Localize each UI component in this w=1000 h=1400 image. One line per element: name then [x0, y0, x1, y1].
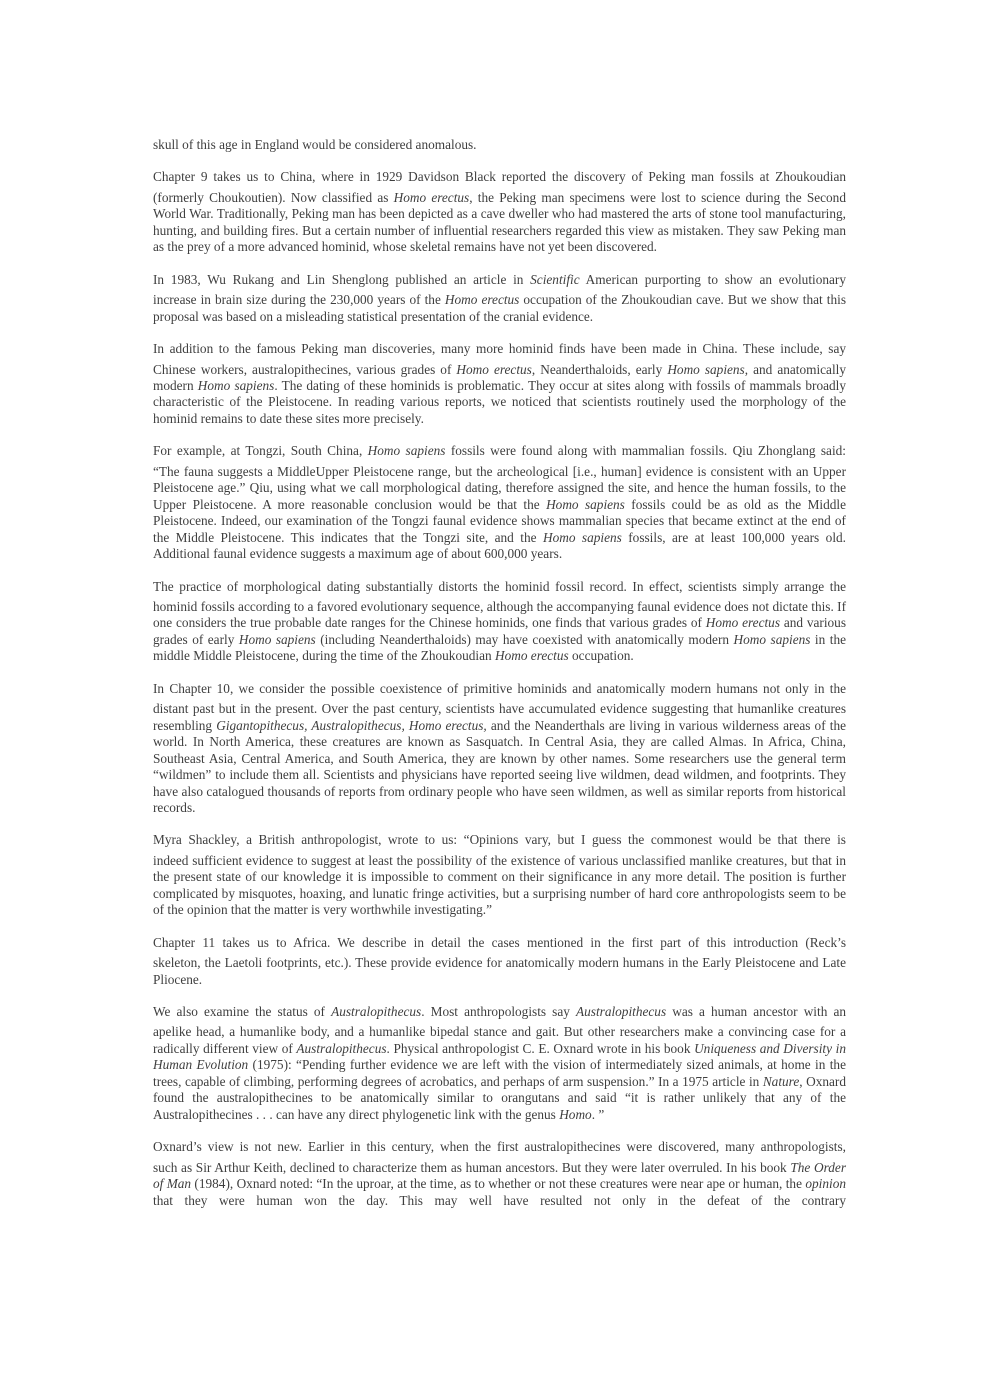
- text-run: indeed sufficient evidence to suggest at least the possibility of the existence of various unclassified manlike creatures, but that in the present state of our knowledge it is impossible to comment on their significance in any more detail. The position is further complicated by misquotes, hoaxing, and lunatic fringe activities, but a surprising number of hard core anthropologists seem to be of the opinion that the matter is very worthwhile investigating.”: [153, 852, 846, 918]
- text-run: , Neanderthaloids, early: [531, 361, 668, 377]
- text-run: that they were human won the day. This may well have resulted not only in the defeat of the contrary: [153, 1192, 846, 1208]
- paragraph: [153, 1139, 846, 1209]
- italic-text-run: The Order of Man: [153, 1159, 846, 1192]
- text-run: In addition to the famous Peking man discoveries, many more hominid finds have been made in China. These include, say: [153, 341, 846, 357]
- paragraph-text: [153, 362, 846, 428]
- paragraph-lead-line: [153, 579, 846, 595]
- paragraph-lead-line: [153, 681, 846, 697]
- text-run: increase in brain size during the 230,000 years of the: [153, 292, 445, 308]
- italic-text-run: Homo: [559, 1106, 592, 1122]
- text-run: (including Neanderthaloids) may have coexisted with anatomically modern: [315, 631, 734, 647]
- paragraph-text: [153, 701, 846, 816]
- text-run: and the Neanderthals are living in various wilderness areas of the world. In North America, these creatures are known as Sasquatch. In Central Asia, they are called Almas. In Africa, China, Southeast Asia, Central America, and South America, they are known by other names. Some researchers use the general term “wildmen” to include them all. Scientists and physicians have reported seeing live wildmen, dead wildmen, and footprints. They have also catalogued thousands of reports from ordinary people who have seen wildmen, as well as similar reports from historical records.: [153, 717, 846, 815]
- italic-text-run: Homo sapiens: [733, 631, 811, 647]
- italic-text-run: Nature: [762, 1073, 800, 1089]
- text-run: . Most anthropologists say: [421, 1004, 576, 1020]
- paragraph-lead-line: [153, 443, 846, 459]
- text-run: occupation of the Zhoukoudian cave. But we show that this proposal was based on a misleading statistical presentation of the cranial evidence.: [153, 292, 846, 324]
- italic-text-run: Australopithecus: [296, 1040, 387, 1056]
- paragraph: [153, 579, 846, 665]
- text-run: Chinese workers, australopithecines, various grades of: [153, 361, 457, 377]
- paragraph-text: [153, 464, 846, 563]
- paragraph-text: [153, 853, 846, 919]
- paragraph-text: [153, 599, 846, 665]
- text-run: In 1983, Wu Rukang and Lin Shenglong published an article in: [153, 271, 531, 287]
- text-run: Oxnard’s view is not new. Earlier in this century, when the first australopithecines were discovered, many anthropologists,: [153, 1139, 846, 1155]
- text-run: skull of this age in England would be considered anomalous.: [153, 137, 477, 152]
- italic-text-run: Australopithecus: [331, 1004, 422, 1020]
- text-run: distant past but in the present. Over the past century, scientists have accumulated evidence suggesting that humanlike creatures resembling: [153, 701, 846, 733]
- text-run: Chapter 9 takes us to China, where in 1929 Davidson Black reported the discovery of Peking man fossils at Zhoukoudian: [153, 169, 846, 185]
- italic-text-run: Gigantopithecus, Australopithecus, Homo erectus,: [216, 717, 487, 733]
- text-run: For example, at Tongzi, South China,: [153, 443, 368, 459]
- text-run: (1984), Oxnard noted: “In the uproar, at the time, as to whether or not these creatures were near ape or human, the: [191, 1176, 806, 1192]
- paragraph: [153, 1004, 846, 1123]
- italic-text-run: Homo sapiens: [542, 529, 622, 545]
- paragraph-lead-line: [153, 935, 846, 951]
- paragraph-text: [153, 292, 846, 325]
- paragraph: [153, 137, 846, 153]
- text-run: . Physical anthropologist C. E. Oxnard wrote in his book: [386, 1040, 695, 1056]
- text-run: and various grades of early: [153, 615, 846, 647]
- paragraph: [153, 832, 846, 918]
- paragraph: [153, 341, 846, 427]
- italic-text-run: Homo sapiens: [238, 631, 316, 647]
- italic-text-run: Homo sapiens: [546, 496, 625, 512]
- paragraph: [153, 272, 846, 325]
- italic-text-run: opinion: [805, 1176, 846, 1192]
- paragraph: [153, 169, 846, 255]
- text-run: fossils could be as old as the Middle Pleistocene. Indeed, our examination of the Tongzi faunal evidence shows mammalian species that became extinct at the end of the Middle Pleistocene. This indicates that the Tongzi site, and the: [153, 496, 846, 545]
- text-run: The practice of morphological dating substantially distorts the hominid fossil record. In effect, scientists simply arrange the: [153, 578, 846, 594]
- paragraph-lead-line: [153, 341, 846, 357]
- paragraph-text: [153, 137, 846, 153]
- italic-text-run: Australopithecus: [576, 1004, 667, 1020]
- italic-text-run: Homo erectus: [494, 648, 569, 664]
- italic-text-run: Scientific: [530, 271, 580, 287]
- text-run: “The fauna suggests a MiddleUpper Pleistocene range, but the archeological [i.e., human] evidence is consistent with an Upper Pleistocene age.” Qiu, using what we call morphological dating, therefore assigned the site, and hence the human fossils, to the Upper Pleistocene. A more reasonable conclusion would be that the: [153, 463, 846, 512]
- text-run: In Chapter 10, we consider the possible coexistence of primitive hominids and anatomically modern humans not only in the: [153, 680, 846, 696]
- text-run: Myra Shackley, a British anthropologist, wrote to us: “Opinions vary, but I guess the commonest would be that there is: [153, 832, 846, 848]
- paragraph: [153, 443, 846, 562]
- text-run: fossils were found along with mammalian fossils. Qiu Zhonglang said:: [445, 443, 846, 459]
- paragraph-text: [153, 955, 846, 988]
- text-run: skeleton, the Laetoli footprints, etc.). These provide evidence for anatomically modern humans in the Early Pleistocene and Late Pliocene.: [153, 955, 846, 987]
- paragraph-text: [153, 1160, 846, 1209]
- paragraph-lead-line: [153, 169, 846, 185]
- paragraph-lead-line: [153, 1004, 846, 1020]
- italic-text-run: Homo erectus: [444, 292, 520, 308]
- italic-text-run: Homo sapiens: [197, 377, 275, 393]
- paragraph-lead-line: [153, 272, 846, 288]
- italic-text-run: Uniqueness and Diversity in Human Evolution: [153, 1040, 846, 1073]
- text-run: fossils, are at least 100,000 years old. Additional faunal evidence suggests a maximum age of about 600,000 years.: [153, 529, 846, 562]
- paragraph-lead-line: [153, 832, 846, 848]
- text-run: . The dating of these hominids is problematic. They occur at sites along with fossils of mammals broadly characteristic of the Pleistocene. In reading various reports, we noticed that scientists routinely used the morphology of the hominid remains to date these sites more precisely.: [153, 377, 846, 426]
- text-run: American purporting to show an evolutionary: [579, 271, 846, 287]
- text-run: occupation.: [568, 648, 634, 664]
- italic-text-run: Homo sapiens: [667, 361, 745, 377]
- paragraph: [153, 935, 846, 988]
- text-run: Chapter 11 takes us to Africa. We describe in detail the cases mentioned in the first part of this introduction (Reck’s: [153, 934, 846, 950]
- text-run: , and anatomically modern: [153, 361, 846, 393]
- text-run: , Oxnard found the australopithecines to be anatomically similar to orangutans and said “it is rather unlikely that any of the Australopithecines . . . can have any direct phylogenetic link with the genus: [153, 1073, 846, 1122]
- text-run: . ”: [591, 1106, 605, 1122]
- text-run: hominid fossils according to a favored evolutionary sequence, although the accompanying faunal evidence does not dictate this. If one considers the true probable date ranges for the Chinese hominids, one finds that various grades of: [153, 598, 846, 631]
- text-run: such as Sir Arthur Keith, declined to characterize them as human ancestors. But they were later overruled. In his book: [153, 1159, 791, 1175]
- text-run: , the Peking man specimens were lost to science during the Second World War. Traditionally, Peking man has been depicted as a cave dweller who had mastered the arts of stone tool manufacturing, hunting, and building fires. But a certain number of influential researchers regarded this view as mistaken. They saw Peking man as the prey of a more advanced hominid, whose skeletal remains have not yet been discovered.: [153, 189, 846, 255]
- text-run: We also examine the status of: [153, 1004, 332, 1020]
- text-run: (1975): “Pending further evidence we are left with the vision of intermediately sized animals, at home in the trees, capable of climbing, performing degrees of acrobatics, and perhaps of arm suspension.” In a 1975 article in: [153, 1057, 846, 1089]
- text-run: in the middle Middle Pleistocene, during the time of the Zhoukoudian: [153, 631, 846, 664]
- text-run: was a human ancestor with an: [666, 1004, 846, 1020]
- paragraph-text: [153, 1024, 846, 1123]
- italic-text-run: Homo erectus: [456, 361, 532, 377]
- paragraph: [153, 681, 846, 817]
- italic-text-run: Homo sapiens: [367, 443, 446, 459]
- text-run: apelike head, a humanlike body, and a humanlike bipedal stance and gait. But other researchers make a convincing case for a radically different view of: [153, 1024, 846, 1056]
- text-run: (formerly Choukoutien). Now classified as: [153, 189, 394, 205]
- paragraph-lead-line: [153, 1139, 846, 1155]
- italic-text-run: Homo erectus: [705, 615, 780, 631]
- italic-text-run: Homo erectus: [393, 189, 470, 205]
- document-body: [153, 137, 846, 1209]
- paragraph-text: [153, 190, 846, 256]
